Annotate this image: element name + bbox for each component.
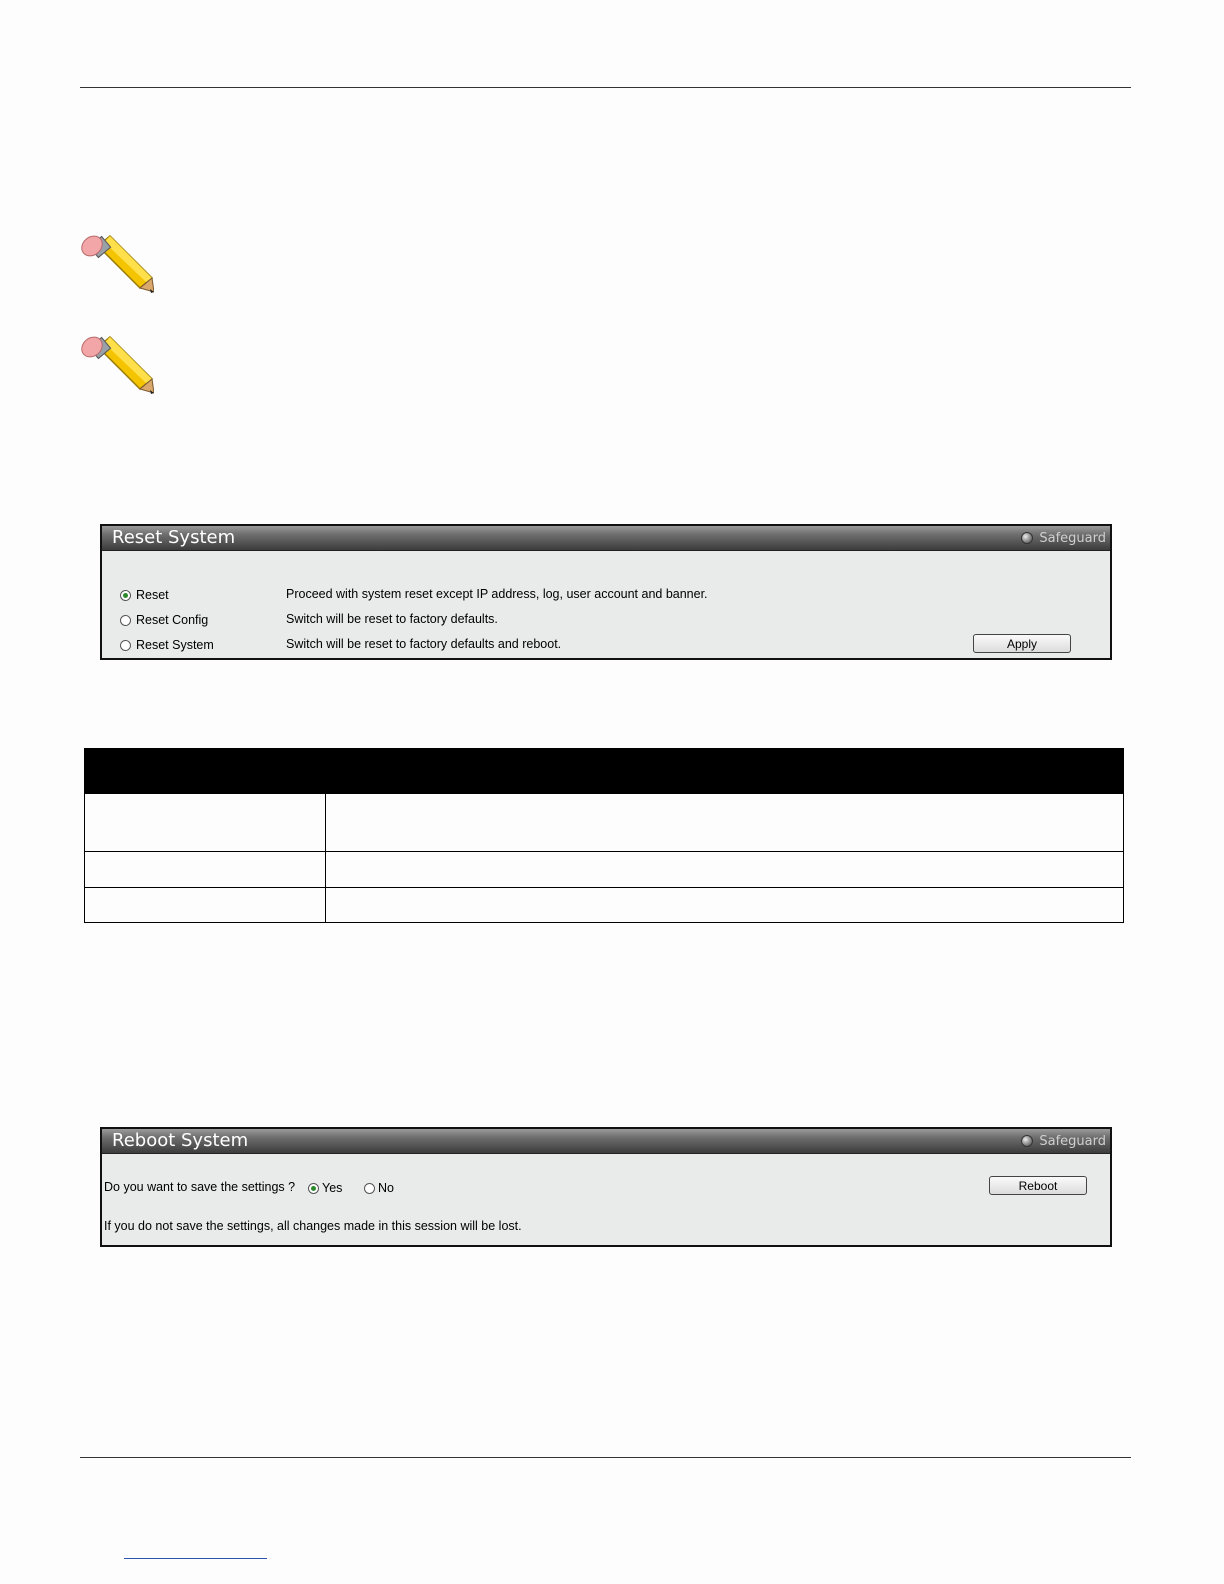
- table-row: [85, 794, 1124, 852]
- table-cell: [85, 888, 326, 923]
- option-label: Reset: [136, 588, 169, 602]
- option-label: Yes: [322, 1181, 343, 1195]
- unsaved-warning: If you do not save the settings, all changes made in this session will be lost.: [104, 1219, 522, 1233]
- option-no[interactable]: [364, 1181, 394, 1195]
- safeguard-label: Safeguard: [1039, 1133, 1106, 1149]
- table-header-cell: [85, 749, 326, 794]
- reboot-button[interactable]: Reboot: [989, 1176, 1087, 1195]
- safeguard-indicator-icon: [1021, 532, 1033, 544]
- option-yes[interactable]: [308, 1181, 342, 1195]
- pencil-icon: [80, 335, 154, 395]
- table-cell: [85, 794, 326, 852]
- safeguard-indicator-icon: [1021, 1135, 1033, 1147]
- table-cell: [326, 852, 1124, 888]
- option-label: No: [378, 1181, 394, 1195]
- save-settings-question: Do you want to save the settings ?: [104, 1180, 296, 1194]
- table-cell: [326, 794, 1124, 852]
- safeguard-indicator[interactable]: [1021, 530, 1106, 546]
- panel-header: [102, 526, 1110, 551]
- apply-button[interactable]: Apply: [973, 634, 1071, 653]
- option-reset[interactable]: [120, 588, 169, 602]
- parameters-table: [84, 748, 1124, 923]
- radio-yes[interactable]: [308, 1183, 319, 1194]
- radio-no[interactable]: [364, 1183, 375, 1194]
- table-row: [85, 852, 1124, 888]
- radio-reset-system[interactable]: [120, 640, 131, 651]
- reboot-system-panel: [100, 1127, 1112, 1247]
- top-rule: [80, 87, 1131, 88]
- table-cell: [326, 888, 1124, 923]
- radio-reset[interactable]: [120, 590, 131, 601]
- option-reset-system[interactable]: [120, 638, 214, 652]
- option-description: Switch will be reset to factory defaults.: [286, 612, 498, 626]
- panel-title: Reset System: [112, 527, 236, 548]
- option-label: Reset Config: [136, 613, 209, 627]
- pencil-icon: [80, 234, 154, 294]
- panel-title: Reboot System: [112, 1130, 249, 1151]
- table-row: [85, 888, 1124, 923]
- reset-system-panel: [100, 524, 1112, 660]
- option-reset-config[interactable]: [120, 613, 208, 627]
- bottom-rule: [80, 1457, 1131, 1458]
- option-description: Switch will be reset to factory defaults and reboot.: [286, 637, 562, 651]
- option-label: Reset System: [136, 638, 214, 652]
- table-header-row: [85, 749, 1124, 794]
- radio-reset-config[interactable]: [120, 615, 131, 626]
- table-cell: [85, 852, 326, 888]
- safeguard-indicator[interactable]: [1021, 1133, 1106, 1149]
- safeguard-label: Safeguard: [1039, 530, 1106, 546]
- option-description: Proceed with system reset except IP address, log, user account and banner.: [286, 587, 708, 601]
- footer-link-underline[interactable]: [124, 1558, 267, 1559]
- table-header-cell: [326, 749, 1124, 794]
- panel-header: [102, 1129, 1110, 1154]
